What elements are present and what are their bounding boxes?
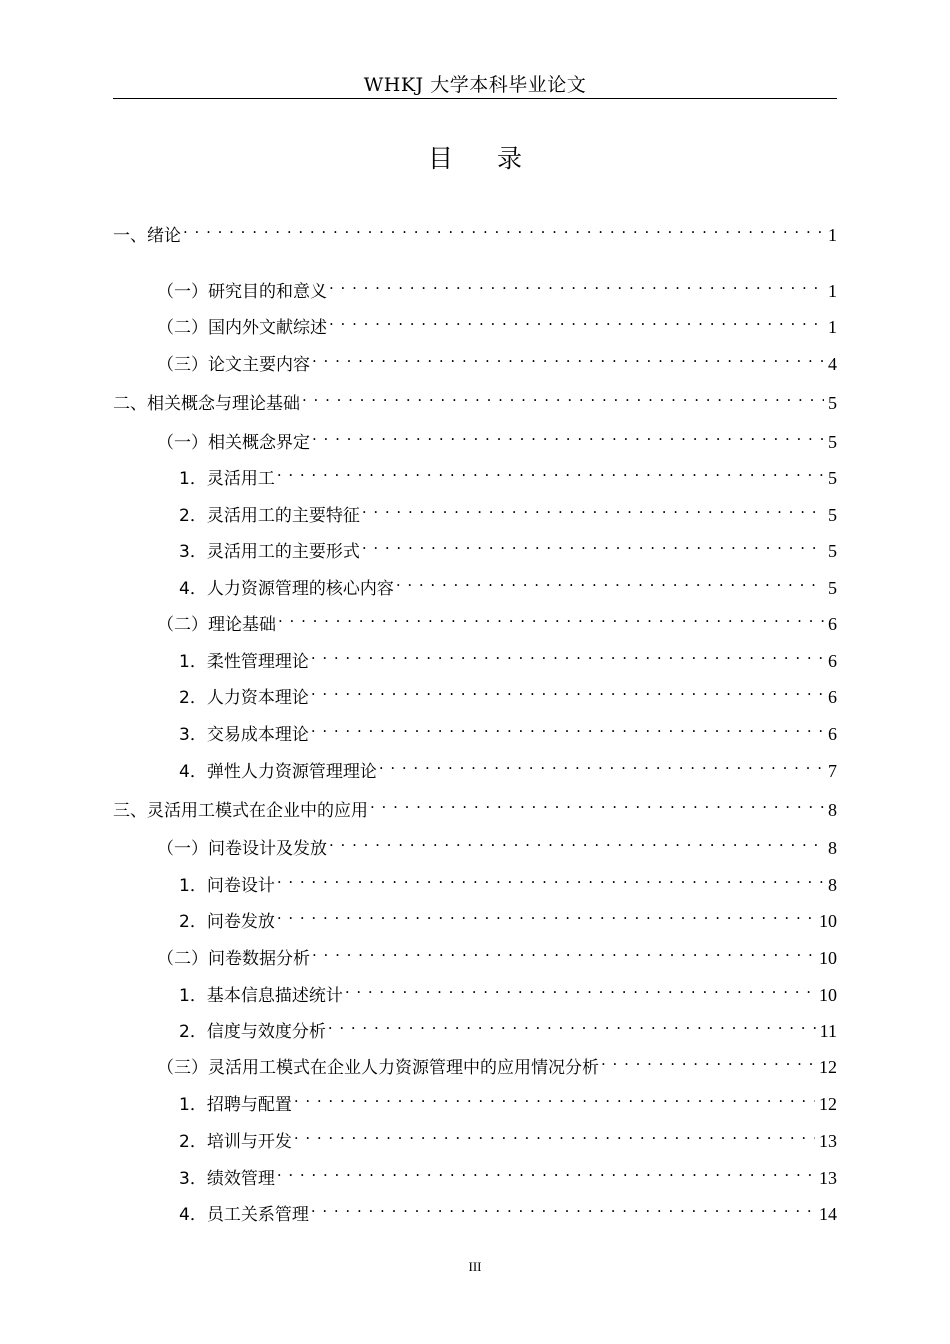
toc-entry-page: 6 bbox=[828, 687, 837, 707]
toc-entry-page: 5 bbox=[828, 432, 837, 452]
toc-entry-page: 10 bbox=[819, 985, 837, 1005]
toc-entry[interactable] bbox=[179, 1084, 837, 1115]
toc-entry-label: （一）相关概念界定 bbox=[157, 433, 310, 453]
dot-leader bbox=[370, 790, 824, 816]
toc-title: 目录 bbox=[427, 144, 566, 173]
toc-entry-page: 12 bbox=[819, 1057, 837, 1077]
toc-entry[interactable] bbox=[179, 1121, 837, 1152]
toc-entry[interactable] bbox=[179, 568, 837, 599]
toc-entry-page: 6 bbox=[828, 651, 837, 671]
dot-leader bbox=[294, 1121, 815, 1147]
dot-leader bbox=[312, 344, 824, 370]
toc-entry-label: 1．基本信息描述统计 bbox=[179, 986, 343, 1006]
toc-entry-label: 4．员工关系管理 bbox=[179, 1205, 309, 1225]
toc-entry-label: 一、绪论 bbox=[113, 226, 181, 246]
page-header: WHKJ 大学本科毕业论文 bbox=[363, 74, 587, 96]
toc-entry-page: 11 bbox=[819, 1021, 837, 1041]
toc-entry-label: （一）研究目的和意义 bbox=[157, 282, 327, 302]
toc-entry[interactable] bbox=[157, 307, 837, 338]
toc-entry-page: 12 bbox=[819, 1094, 837, 1114]
dot-leader bbox=[396, 568, 824, 594]
dot-leader bbox=[311, 677, 824, 703]
toc-entry-label: 2．信度与效度分析 bbox=[179, 1022, 326, 1042]
toc-entry-page: 1 bbox=[828, 281, 837, 301]
toc-entry[interactable] bbox=[179, 714, 837, 745]
dot-leader bbox=[311, 1194, 815, 1220]
toc-entry-label: 3．绩效管理 bbox=[179, 1169, 275, 1189]
toc-entry-page: 5 bbox=[828, 468, 837, 488]
toc-entry-page: 13 bbox=[819, 1168, 837, 1188]
toc-entry-label: 二、相关概念与理论基础 bbox=[113, 394, 300, 414]
toc-entry-label: 3．灵活用工的主要形式 bbox=[179, 542, 360, 562]
toc-entry[interactable] bbox=[113, 215, 837, 246]
toc-entry-label: 4．弹性人力资源管理理论 bbox=[179, 762, 377, 782]
dot-leader bbox=[329, 307, 824, 333]
toc-entry[interactable] bbox=[157, 271, 837, 302]
toc-entry-label: （二）理论基础 bbox=[157, 615, 276, 635]
toc-entry-page: 5 bbox=[828, 541, 837, 561]
dot-leader bbox=[329, 271, 824, 297]
toc-entry[interactable] bbox=[113, 383, 837, 414]
toc-entry[interactable] bbox=[157, 604, 837, 635]
toc-entry[interactable] bbox=[179, 865, 837, 896]
toc-entry-label: 2．问卷发放 bbox=[179, 912, 275, 932]
toc-entry-label: 2．人力资本理论 bbox=[179, 688, 309, 708]
dot-leader bbox=[311, 641, 824, 667]
dot-leader bbox=[345, 975, 815, 1001]
toc-entry-label: （一）问卷设计及发放 bbox=[157, 839, 327, 859]
toc-entry-page: 10 bbox=[819, 911, 837, 931]
toc-entry[interactable] bbox=[157, 1047, 837, 1078]
toc-entry-label: 三、灵活用工模式在企业中的应用 bbox=[113, 801, 368, 821]
toc-entry[interactable] bbox=[179, 1194, 837, 1225]
page-number: III bbox=[468, 1259, 482, 1274]
toc-entry-page: 8 bbox=[828, 875, 837, 895]
dot-leader bbox=[278, 604, 824, 630]
toc-entry[interactable] bbox=[179, 1011, 837, 1042]
toc-entry-page: 5 bbox=[828, 393, 837, 413]
toc-entry[interactable] bbox=[179, 751, 837, 782]
toc-entry-label: 2．培训与开发 bbox=[179, 1132, 292, 1152]
toc-entry[interactable] bbox=[179, 495, 837, 526]
dot-leader bbox=[312, 422, 824, 448]
dot-leader bbox=[277, 865, 824, 891]
toc-entry[interactable] bbox=[157, 828, 837, 859]
toc-entry-label: 2．灵活用工的主要特征 bbox=[179, 506, 360, 526]
toc-entry-page: 5 bbox=[828, 578, 837, 598]
dot-leader bbox=[328, 1011, 816, 1037]
dot-leader bbox=[277, 901, 815, 927]
dot-leader bbox=[311, 714, 824, 740]
toc-entry-page: 5 bbox=[828, 505, 837, 525]
dot-leader bbox=[362, 531, 824, 557]
toc-entry[interactable] bbox=[157, 344, 837, 375]
dot-leader bbox=[183, 215, 824, 241]
toc-entry-page: 1 bbox=[828, 317, 837, 337]
toc-entry-label: （三）论文主要内容 bbox=[157, 355, 310, 375]
toc-entry[interactable] bbox=[179, 531, 837, 562]
toc-entry-page: 14 bbox=[819, 1204, 837, 1224]
toc-entry[interactable] bbox=[179, 901, 837, 932]
toc-entry-label: 4．人力资源管理的核心内容 bbox=[179, 579, 394, 599]
dot-leader bbox=[312, 938, 815, 964]
toc-entry[interactable] bbox=[157, 422, 837, 453]
dot-leader bbox=[277, 1158, 815, 1184]
toc-entry-label: 1．问卷设计 bbox=[179, 876, 275, 896]
toc-entry-label: 1．柔性管理理论 bbox=[179, 652, 309, 672]
toc-entry-page: 8 bbox=[828, 838, 837, 858]
toc-entry-page: 13 bbox=[819, 1131, 837, 1151]
dot-leader bbox=[277, 458, 824, 484]
dot-leader bbox=[379, 751, 824, 777]
dot-leader bbox=[294, 1084, 815, 1110]
dot-leader bbox=[601, 1047, 815, 1073]
dot-leader bbox=[302, 383, 824, 409]
dot-leader bbox=[329, 828, 824, 854]
toc-entry-label: 1．灵活用工 bbox=[179, 469, 275, 489]
toc-entry-label: （三）灵活用工模式在企业人力资源管理中的应用情况分析 bbox=[157, 1058, 599, 1078]
toc-entry-page: 6 bbox=[828, 614, 837, 634]
toc-entry-page: 1 bbox=[828, 225, 837, 245]
toc-entry[interactable] bbox=[179, 458, 837, 489]
toc-entry-page: 6 bbox=[828, 724, 837, 744]
toc-entry[interactable] bbox=[113, 790, 837, 821]
toc-entry[interactable] bbox=[179, 641, 837, 672]
toc-entry[interactable] bbox=[179, 677, 837, 708]
toc-entry[interactable] bbox=[179, 975, 837, 1006]
toc-entry[interactable] bbox=[157, 938, 837, 969]
toc-entry-page: 7 bbox=[828, 761, 837, 781]
toc-entry-label: 1．招聘与配置 bbox=[179, 1095, 292, 1115]
toc-entry-page: 4 bbox=[828, 354, 837, 374]
toc-entry-label: （二）国内外文献综述 bbox=[157, 318, 327, 338]
table-of-contents bbox=[113, 0, 837, 1344]
toc-entry-label: 3．交易成本理论 bbox=[179, 725, 309, 745]
toc-entry-page: 10 bbox=[819, 948, 837, 968]
toc-entry-page: 8 bbox=[828, 800, 837, 820]
toc-entry[interactable] bbox=[179, 1158, 837, 1189]
toc-entry-label: （二）问卷数据分析 bbox=[157, 949, 310, 969]
dot-leader bbox=[362, 495, 824, 521]
